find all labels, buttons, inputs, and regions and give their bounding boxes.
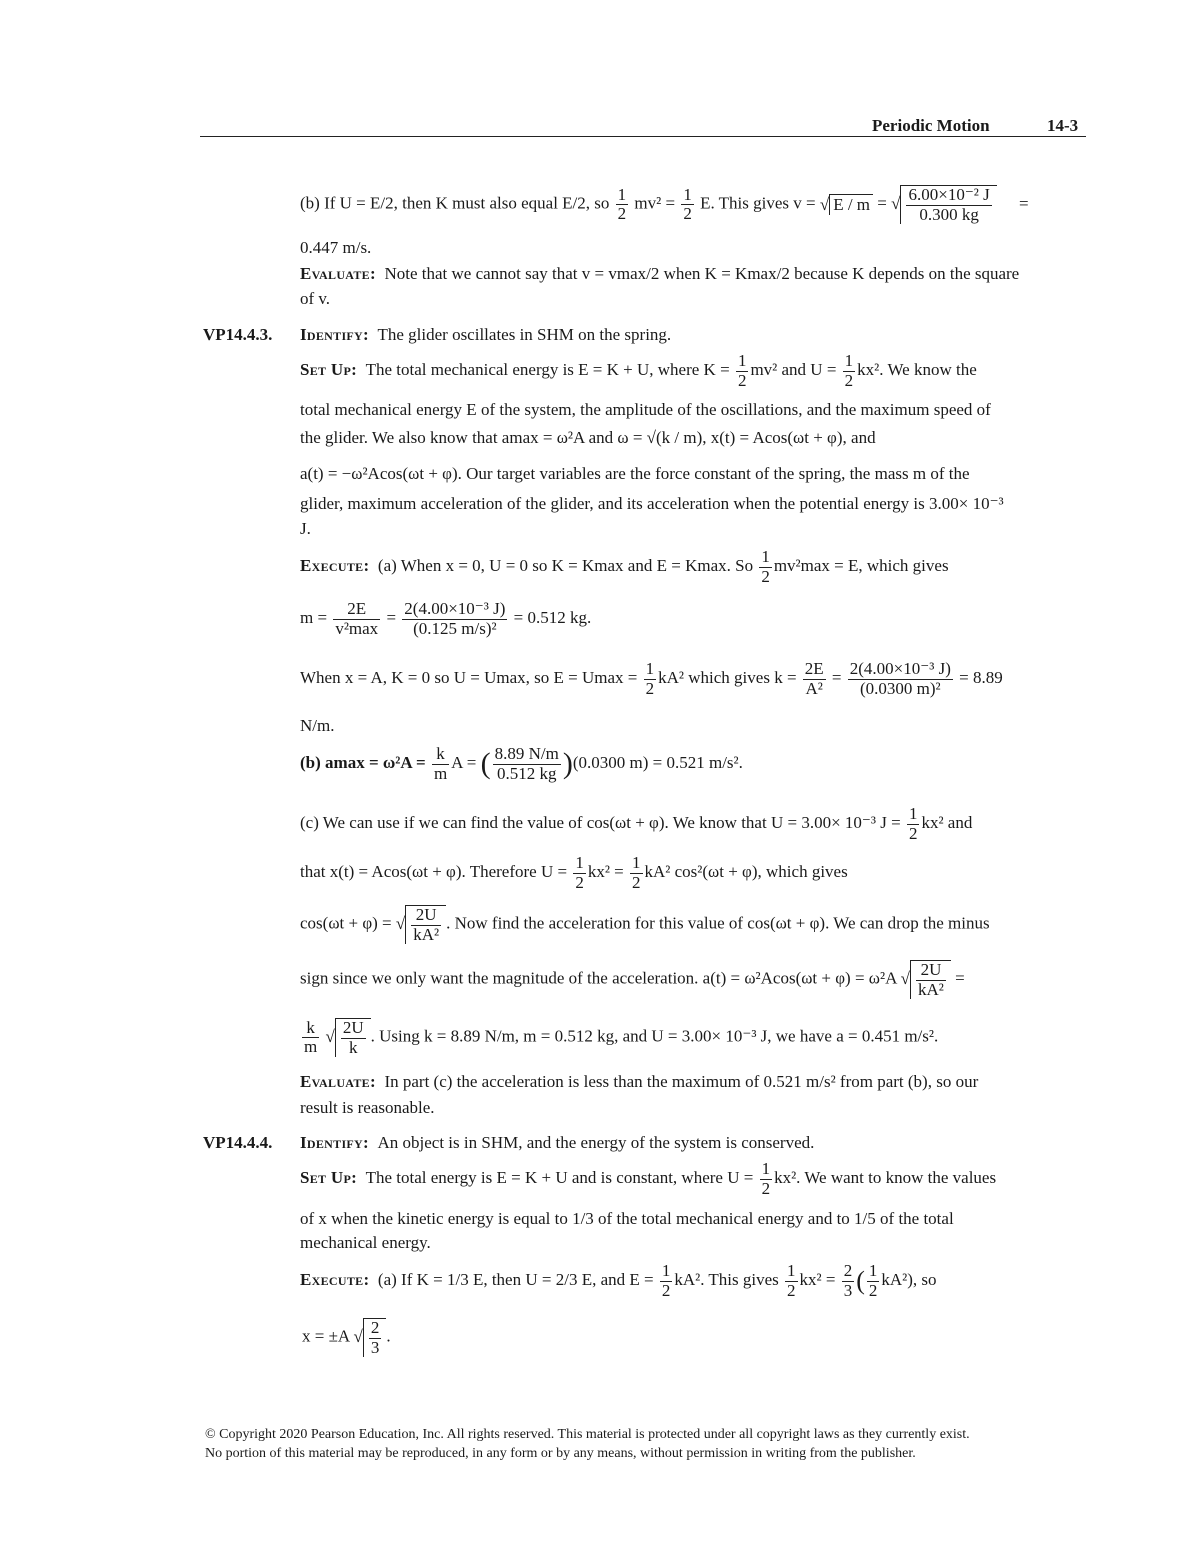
num: 1 (761, 1159, 771, 1178)
den: 2 (787, 1280, 796, 1300)
num: k (432, 745, 449, 765)
den: m (433, 763, 448, 783)
fraction (302, 1019, 319, 1057)
text: (b) If U = E/2, then K must also equal E/2, so (300, 193, 610, 213)
num: 8.89 N/m (494, 744, 559, 763)
fraction (573, 854, 586, 892)
fraction (616, 186, 629, 224)
num: 1 (645, 659, 655, 678)
page-number: 14-3 (1047, 116, 1079, 135)
num: 1 (575, 853, 584, 872)
header-rule (200, 136, 1086, 137)
part-b-line (300, 185, 1029, 224)
num: 2 (843, 1261, 853, 1280)
evaluate-line (300, 264, 1019, 284)
fraction (916, 961, 946, 999)
sqrt: √ $\frac{2}{3}$ (354, 1318, 387, 1357)
text: the glider. We also know that amax = ω²A and ω = √(k / m), x(t) = Acos(ωt + φ), and (300, 428, 876, 447)
den: 2 (761, 566, 770, 586)
text: kA² cos²(ωt + φ), which gives (644, 862, 848, 882)
fraction (402, 600, 507, 638)
num: 1 (908, 804, 918, 823)
fraction (736, 352, 749, 390)
part-c-line3 (300, 905, 990, 944)
text: (a) If K = 1/3 E, then U = 2/3 E, and E = (377, 1270, 654, 1290)
fraction (369, 1319, 382, 1357)
execute-line: Execute: (a) If K = 1/3 E, then U = 2/3 E, and E = $\frac{1}{2}$ kA². This gives $\frac{1}{2}$ kx² = $\frac{2}{3}$ ( $\frac{1}{2}$ kA²), so (300, 1261, 937, 1300)
den: (0.125 m/s)² (413, 618, 497, 638)
text: mv² and U = (750, 360, 837, 380)
den: 2 (575, 872, 584, 892)
num: 6.00×10⁻² J (908, 185, 990, 204)
radicand (363, 1318, 387, 1357)
text: kA²), so (881, 1270, 937, 1290)
sqrt: √ $\frac{2U}{\text{kA²}}$ (396, 905, 446, 944)
part-c-line5 (300, 1018, 938, 1057)
text: result is reasonable. (300, 1098, 435, 1117)
text: The total energy is E = K + U and is constant, where U = (365, 1168, 754, 1188)
result: 0.447 m/s. (300, 238, 372, 257)
radicand (405, 905, 446, 944)
text: m = (300, 608, 328, 628)
text: = 8.89 (959, 668, 1003, 688)
label: Evaluate: (300, 264, 376, 283)
copyright-line2: No portion of this material may be reproduced, in any form or by any means, without permission in writing from the publisher. (205, 1446, 916, 1461)
den: 0.512 kg (496, 763, 557, 783)
text: Note that we cannot say that v = vmax/2 when K = Kmax/2 because K depends on the square (384, 264, 1020, 283)
text: glider, maximum acceleration of the glider, and its acceleration when the potential energy is 3.00× 10⁻³ (300, 494, 1004, 513)
den: A² (805, 678, 823, 698)
den: 2 (683, 204, 692, 224)
text: kA². This gives (674, 1270, 779, 1290)
den: kA² (413, 924, 440, 944)
part-c-line4 (300, 960, 965, 999)
part-b-amax: (b) amax = ω²A = $\frac{k}{m}$ A = ( $\frac{8.89 N/m}{0.512 kg}$ )(0.0300 m) = 0.521 m/s². (300, 744, 743, 783)
text: The glider oscillates in SHM on the spring. (377, 325, 672, 344)
den: 3 (843, 1280, 853, 1300)
text: (a) When x = 0, U = 0 so K = Kmax and E = Kmax. So (377, 556, 754, 576)
sqrt: √ $\frac{2U}{\text{kA²}}$ (901, 960, 951, 999)
text: kx². We know the (857, 360, 977, 380)
sqrt: √ E / m (820, 194, 873, 215)
text: = 0.512 kg. (513, 608, 592, 628)
text: of x when the kinetic energy is equal to 1/3 of the total mechanical energy and to 1/5 of the total (300, 1209, 954, 1228)
problem-label: VP14.4.3. (203, 325, 273, 344)
den: (0.0300 m)² (859, 678, 941, 698)
radicand: E / m (829, 194, 873, 215)
text: mechanical energy. (300, 1233, 431, 1252)
sqrt: √ $\frac{\text{6.00×10⁻² J}}{0.300 kg}$ (891, 185, 997, 224)
text: kx² = (799, 1270, 836, 1290)
num: 1 (632, 853, 641, 872)
fraction (785, 1262, 798, 1300)
text: (c) We can use if we can find the value of cos(ωt + φ). We know that U = 3.00× 10⁻³ J = (300, 813, 901, 833)
num: 1 (683, 184, 692, 204)
text: kx² and (921, 813, 973, 833)
radicand (900, 185, 996, 224)
num: 1 (868, 1261, 878, 1280)
text: a(t) = −ω²Acos(ωt + φ). Our target variables are the force constant of the spring, the mass m of the (300, 464, 970, 483)
den: k (348, 1037, 358, 1057)
fraction (842, 1262, 855, 1300)
num: 2(4.00×10⁻³ J) (404, 599, 506, 618)
text: N/m. (300, 716, 335, 735)
fraction (333, 600, 380, 638)
text: = (955, 968, 965, 988)
label: Execute: (300, 556, 370, 576)
den: 2 (661, 1280, 671, 1300)
text: . Using k = 8.89 N/m, m = 0.512 kg, and U = 3.00× 10⁻³ J, we have a = 0.451 m/s². (370, 1026, 939, 1046)
fraction (660, 1262, 673, 1300)
label: Set Up: (300, 360, 358, 380)
fraction (867, 1262, 880, 1300)
fraction (803, 660, 826, 698)
text: . Now find the acceleration for this value of cos(ωt + φ). We can drop the minus (446, 913, 990, 933)
num: 2E (333, 600, 380, 620)
den: 2 (908, 823, 918, 843)
num: 1 (617, 184, 627, 204)
label: Set Up: (300, 1168, 358, 1188)
den: kA² (918, 979, 944, 999)
den: 2 (645, 678, 655, 698)
den: 0.300 kg (919, 204, 979, 224)
text: (b) amax = ω²A = (300, 753, 426, 773)
den: 2 (844, 370, 854, 390)
den: m (304, 1037, 318, 1057)
fraction (493, 745, 561, 783)
num: 2 (370, 1318, 380, 1337)
equals: = (1019, 193, 1029, 213)
label: Evaluate: (300, 1072, 376, 1091)
num: 2U (916, 961, 946, 981)
num: 2E (804, 659, 824, 678)
fraction (906, 186, 991, 224)
fraction (630, 854, 643, 892)
sqrt: √ $\frac{2U}{k}$ (325, 1018, 370, 1057)
text: x = ±A (302, 1326, 350, 1346)
den: 2 (617, 204, 627, 224)
den: 2 (868, 1280, 878, 1300)
num: 2U (411, 906, 441, 926)
text: The total mechanical energy is E = K + U, where K = (365, 360, 730, 380)
text: When x = A, K = 0 so U = Umax, so E = Umax = (300, 668, 638, 688)
num: 1 (844, 351, 854, 370)
den: 2 (737, 370, 747, 390)
fraction (432, 745, 449, 783)
text: A = (451, 753, 477, 773)
fraction (759, 548, 772, 586)
den: 3 (370, 1337, 380, 1357)
k-equation: When x = A, K = 0 so U = Umax, so E = Umax = $\frac{1}{2}$ kA² which gives k = $\frac{2E}{\text{A²}}$ = $\frac{\text{2(4.00×10⁻³ J)}}{\text{(0.0300 m)²}}$ = 8.89 (300, 659, 1003, 698)
fraction (760, 1160, 773, 1198)
part-c-line1 (300, 805, 972, 843)
text: that x(t) = Acos(ωt + φ). Therefore U = (300, 862, 568, 882)
evaluate-line (300, 1072, 978, 1092)
text: kA² which gives k = (658, 668, 797, 688)
radicand (910, 960, 951, 999)
text: sign since we only want the magnitude of the acceleration. a(t) = ω²Acos(ωt + φ) = ω²A (300, 968, 897, 988)
copyright-line1: © Copyright 2020 Pearson Education, Inc. All rights reserved. This material is protected under all copyright laws as they currently exist. (205, 1427, 970, 1442)
num: k (302, 1019, 319, 1039)
identify-line (300, 1133, 814, 1153)
text: mv²max = E, which gives (773, 556, 949, 576)
num: 1 (737, 351, 747, 370)
label: Execute: (300, 1270, 370, 1290)
x-solution: x = ±A √ $\frac{2}{3}$ . (302, 1318, 391, 1357)
text: E. This gives v = (700, 193, 816, 213)
fraction (907, 805, 920, 843)
fraction (843, 352, 856, 390)
text: J. (300, 519, 311, 538)
problem-label: VP14.4.4. (203, 1133, 273, 1152)
den: v²max (335, 618, 379, 638)
fraction (411, 906, 441, 944)
num: 1 (661, 1261, 671, 1280)
label: Identify: (300, 325, 369, 344)
text: of v. (300, 289, 331, 308)
num: 2(4.00×10⁻³ J) (849, 659, 951, 678)
text: An object is in SHM, and the energy of the system is conserved. (377, 1133, 815, 1152)
mass-equation: m = $\frac{2E}{\text{v²max}}$ = $\frac{\text{2(4.00×10⁻³ J)}}{\text{(0.125 m/s)²}}$ = 0.512 kg. (300, 599, 592, 638)
fraction (644, 660, 657, 698)
text: kx² = (587, 862, 624, 882)
num: 1 (761, 547, 770, 566)
radicand (335, 1018, 371, 1057)
fraction (341, 1019, 366, 1057)
fraction (848, 660, 953, 698)
execute-line (300, 548, 949, 586)
text: kx². We want to know the values (774, 1168, 997, 1188)
text: (0.0300 m) = 0.521 m/s². (572, 753, 743, 773)
text: cos(ωt + φ) = (300, 913, 392, 933)
page-title: Periodic Motion (872, 116, 990, 135)
text: mv² = (634, 193, 676, 213)
setup-line (300, 352, 977, 390)
label: Identify: (300, 1133, 369, 1152)
den: 2 (761, 1178, 771, 1198)
num: 2U (342, 1018, 364, 1037)
den: 2 (632, 872, 641, 892)
setup-line (300, 1160, 996, 1198)
text: In part (c) the acceleration is less than the maximum of 0.521 m/s² from part (b), so our (384, 1072, 979, 1091)
equals: = (877, 193, 887, 213)
text: total mechanical energy E of the system, the amplitude of the oscillations, and the maximum speed of (300, 400, 991, 419)
num: 1 (787, 1261, 796, 1280)
identify-line (300, 325, 671, 345)
fraction (681, 186, 694, 224)
part-c-line2 (300, 854, 848, 892)
